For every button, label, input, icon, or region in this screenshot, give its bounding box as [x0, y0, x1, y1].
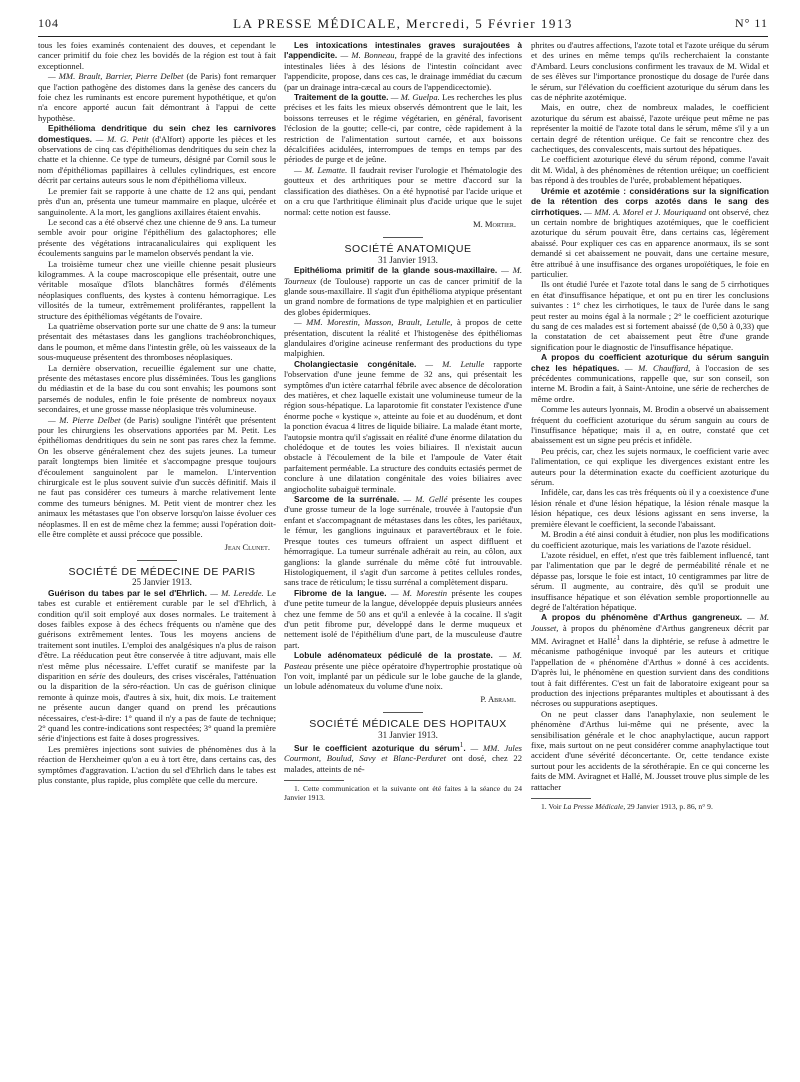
column-3	[531, 40, 769, 1078]
column-2	[284, 40, 522, 1078]
page-header	[38, 14, 768, 37]
signature: M. Mortier.	[472, 218, 516, 229]
article-paragraph: Epithélioma primitif de la glande sous-maxillaire. — M. Tourneux (de Toulouse) rapporte un cas de cancer primitif de la glande sous-maxillaire. Il s'agit d'un épithélioma atypique présentant un grand nombre de formations de type malpighien et en particulier des globes épidermiques.	[284, 265, 522, 317]
article-paragraph: Fibrome de la langue. — M. Morestin présente les coupes d'une petite tumeur de la langue, développée depuis plusieurs années chez une femme de 50 ans et qu'il a enlevée à la cocaïne. Il s'agit d'un petit fibrome pur, développé dans le derme muqueux et nettement isolé de l'épithélium d'une part, de la musculeuse d'autre part.	[284, 587, 522, 650]
paragraph: phrites ou d'autres affections, l'azote total et l'azote uréique du sérum et des urines en même temps qu'ils recherchaient la constante d'Ambard. Leurs conclusions confirment les travaux de M. Widal et de ses élèves sur l'importance pronostique du dosage de l'urée dans le sérum, sur l'élévation du coefficient azoturique du sérum dans les cas de néphrite azotémique.	[531, 40, 769, 103]
article-paragraph: Cholangiectasie congénitale. — M. Letulle rapporte l'observation d'une jeune femme de 32 ans, qui présentait les symptômes d'un ictère catarrhal fébrile avec absence de décoloration des matières, et chez laquelle existait une volumineuse tumeur de la région sous-hépatique. La laparotomie fit constater l'existence d'une énorme poche « kystique », atteinte au foie et au duodénum, et dont la ponction évacua 4 litres de liquide biliaire. La malade étant morte, l'autopsie montra qu'il s'agissait en réalité d'une énorme dilatation du cholédoque et de toutes les voies biliaires. Il n'existait aucun obstacle à l'écoulement de la bile et l'ampoule de Vater était parfaitement perméable. La structure des conduits ectasiés permet de conclure à une dilatation congénitale des voies biliaires avec angiocholite subaiguë terminale.	[284, 358, 522, 494]
session-date: 31 Janvier 1913.	[378, 729, 438, 740]
paragraph: Les premières injections sont suivies de phénomènes dus à la réaction de Herxheimer qu'on a eu à tort être, dans certains cas, des symptômes d'aggravation. L'action du sel d'Ehrlich dans le tabes est plus constante, plus rapide, plus complète que celle du mercure.	[38, 743, 276, 786]
issue-number: N° 11	[734, 16, 768, 30]
separator	[137, 560, 177, 561]
society-heading: SOCIÉTÉ DE MÉDECINE DE PARIS	[68, 565, 256, 578]
article-paragraph: Traitement de la goutte. — M. Guelpa. Les recherches les plus précises et les faits les mieux observés démontrent que le lait, les boissons terreuses et le régime végétarien, en général, favorisent l'éclosion de la goutte; celle-ci, par contre, cède rapidement à la restriction de l'alimentation surtout carnée, et aux boissons décalcifiées acidulées, interrompues de temps en temps par des périodes de purge et de jeûne.	[284, 92, 522, 165]
paragraph: Le second cas a été observé chez une chienne de 9 ans. La tumeur semble avoir pour origine l'épithélium des galactophores; elle présente des végétations intracanaliculaires qui expliquent les écoulements sanguins par le mamelon observés pendant la vie.	[38, 216, 276, 259]
journal-title: LA PRESSE MÉDICALE, Mercredi, 5 Février 1913	[233, 16, 573, 31]
article-paragraph: Guérison du tabes par le sel d'Ehrlich. — M. Leredde. Le tabes est curable et entièrement curable par le sel d'Ehrlich, à condition qu'il soit employé aux doses normales. Le traitement à doses faibles expose à des échecs fréquents ou n'amène que des guérisons extrêmement lentes. Tous les moyens anciens de traitement sont inutiles. L'emploi des analgésiques n'a plus de raison d'être. La rééducation peut être conservée à titre adjuvant, mais elle n'est même plus nécessaire. L'effet curatif se manifeste par la disparition en série des douleurs, des crises viscérales, l'atténuation ou la disparition de la séro-réaction. Un cas de guérison clinique remonte à quinze mois, d'autres à six, huit, dix mois. Le traitement ne présente aucun danger quand on prend les précautions nécessaires, c'est-à-dire: 1° quand il n'y a pas de faute de technique; 2° quand les contre-indications sont respectées; 3° quand la première série d'injections est faite à doses progressives.	[38, 587, 276, 744]
signature: Jean Clunet.	[224, 541, 270, 552]
article-paragraph: Sur le coefficient azoturique du sérum$^1$. — MM. Jules Courmont, Boulud, Savy et Blanc-Perduret ont dosé, chez 22 malades, atteints de né-	[284, 741, 522, 774]
footnote: 1. Voir La Presse Médicale, 29 Janvier 1913, p. 86, n° 9.	[541, 802, 713, 812]
article-paragraph: Lobule adénomateux pédiculé de la prostate. — M. Pasteau présente une pièce opératoire d'hypertrophie prostatique où l'on voit, implanté par un pédicule sur le lobe gauche de la glande, un lobule adénomateux du volume d'une noix.	[284, 650, 522, 692]
article-paragraph: Epithélioma dendritique du sein chez les carnivores domestiques. — M. G. Petit (d'Alfort) apporte les pièces et les observations de cinq cas d'épithéliomas dendritiques du sein chez la chatte et la chienne. Ce type de tumeurs, désigné par Cornil sous le nom d'épithéliomas papillaires à cellules cylindriques, est encore décrit par certains auteurs sous le nom d'épithélioma villeux.	[38, 123, 276, 186]
signature: P. Abrami.	[480, 693, 516, 704]
article-paragraph: Urémie et azotémie : considérations sur la signification de la rétention des corps azotés dans le sang des cirrhotiques. — MM. A. Morel et J. Mouriquand ont observé, chez un certain nombre de brightiques azotémiques, que le coefficient azoturique du sérum pouvait être, dans certains cas, légèrement abaissé. Pour expliquer ces cas en apparence anormaux, ils se sont demandé si cet abaissement ne pouvait, dans une certaine mesure, être attribué à une insuffisance des organes uropoïétiques, le foie en particulier.	[531, 185, 769, 279]
paragraph: Mais, en outre, chez de nombreux malades, le coefficient azoturique du sérum est abaissé, l'azote uréique peut même ne pas représenter la moitié de l'azote total dans le sérum, même s'il y a un certain degré de rétention uréique. Ce fait se rencontre chez des cachectiques, des convalescents, mais surtout des hépatiques.	[531, 102, 769, 155]
footnote-rule	[284, 780, 344, 781]
paragraph: — M. Pierre Delbet (de Paris) souligne l'intérêt que présentent pour les chirurgiens les observations apportées par M. Petit. Les épithéliomas dendritiques du sein ne sont pas rares chez la femme. On les observe généralement chez des sujets jeunes. La tumeur paraît longtemps bien limitée et s'accompagne presque toujours d'écoulement sanguinolent par le mamelon. L'intervention chirurgicale est le plus souvent suivie d'un succès définitif. Mais il ne faut pas considérer ces tumeurs à marche relativement lente comme des tumeurs bénignes. M. Petit vient de montrer chez les animaux les métastases que l'on observe lorsqu'on laisse évoluer ces néoplasmes. Il en est de même chez la femme; aussi l'opération doit-elle être complète et aussi précoce que possible.	[38, 414, 276, 540]
paragraph: M. Brodin a été ainsi conduit à étudier, non plus les modifications du coefficient azoturique, mais les variations de l'azote résiduel.	[531, 529, 769, 550]
paragraph: La quatrième observation porte sur une chatte de 9 ans: la tumeur présentait des métastases dans les ganglions trachéobronchiques, dans le poumon, et même dans l'intestin grêle, où les vaisseaux de la sous-muqueuse présentent des thromboses néoplasiques.	[38, 320, 276, 363]
paragraph: Le coefficient azoturique élevé du sérum répond, comme l'avait dit M. Widal, à des phénomènes de rétention uréique; un coefficient bas répond à des troubles de l'urée, probablement hépatiques.	[531, 154, 769, 186]
separator	[383, 237, 423, 238]
paragraph: Infidèle, car, dans les cas très fréquents où il y a coexistence d'une lésion rénale et d'une lésion hépatique, la lésion rénale masque la lésion hépatique, ces deux lésions agissant en sens inverse, la première élevant le coefficient, la seconde l'abaissant.	[531, 487, 769, 529]
session-date: 31 Janvier 1913.	[378, 254, 438, 265]
article-paragraph: A propos du phénomène d'Arthus gangreneux. — M. Jousset, à propos du phénomène d'Arthus gangreneux décrit par MM. Aviragnet et Hallé$^1$ dans la diphtérie, se refuse à admettre le mécanisme pathogénique invoqué par les auteurs et critique l'appellation de « phénomène d'Arthus » donné à ces accidents. D'après lui, le phénomène en question survient dans des conditions tout à fait différentes. C'est un fait de laboratoire exigeant pour sa production des injections préparantes multiples et aboutissant à des nécroses ou suppurations aseptiques.	[531, 612, 769, 709]
footnote-ref: 1	[459, 741, 464, 749]
footnote-rule	[531, 798, 591, 799]
paragraph: Le premier fait se rapporte à une chatte de 12 ans qui, pendant près d'un an, présenta une tumeur mammaire en plaque, ulcérée et sanguinolente. A la mort, les ganglions axillaires étaient envahis.	[38, 185, 276, 217]
paragraph: — M. Lematte. Il faudrait reviser l'urologie et l'hématologie des goutteux et des arthritiques pour se mettre d'accord sur la classification des diathèses. On a été hypnotisé par l'acide urique et on a cru que l'arthritique éliminait plus d'acide urique que le sujet normal: cette notion est fausse.	[284, 164, 522, 217]
paragraph: On ne peut classer dans l'anaphylaxie, non seulement le phénomène d'Arthus lui-même qui ne présente, avec la sensibilisation générale et le choc anaphylactique, aucun rapport fixe, mais surtout on ne peut considérer comme anaphylactique tout accident d'une sévérité déconcertante. Or, cette tendance existe surtout pour les accidents de la sérothérapie. En ce qui concerne les faits de MM. Aviragnet et Hallé, M. Jousset trouve plus simple de les rattacher	[531, 708, 769, 792]
paragraph: — MM. Morestin, Masson, Brault, Letulle, à propos de cette présentation, discutent la réalité et l'histogenèse des épithéliomas glandulaires d'origine acineuse renfermant des productions du type malpighien.	[284, 317, 522, 359]
separator	[383, 712, 423, 713]
article-paragraph: A propos du coefficient azoturique du sérum sanguin chez les hépatiques. — M. Chauffard, à l'occasion de ses précédentes communications, rappelle que, sur son conseil, son interne M. Brodin a fait, à Saint-Antoine, une série de recherches de même ordre.	[531, 352, 769, 404]
paragraph: La troisième tumeur chez une vieille chienne pesait plusieurs kilogrammes. A la coupe macroscopique elle présentait, outre une véritable mosaïque d'îlots blanchâtres formés d'éléments néoplasiques confluents, des kystes à contenu hémorragique. Les villosités de la tumeur, extrêmement proliférantes, rappellent la structure des épithéliomas végétants de l'ovaire.	[38, 258, 276, 321]
paragraph: La dernière observation, recueillie également sur une chatte, présente des métastases encore plus disséminées. Tous les ganglions du médiastin et de la base du cou sont envahis; les poumons sont parsemés de nodules, enfin le foie présente de nombreux noyaux secondaires, et une grosse masse néoplasique très volumineuse.	[38, 362, 276, 415]
paragraph: Comme les auteurs lyonnais, M. Brodin a observé un abaissement fréquent du coefficient azoturique du sérum sanguin au cours de l'insuffisance hépatique; mais il a, en outre, constaté que cet abaissement est un signe peu précis et infidèle.	[531, 404, 769, 446]
page-number: 104	[38, 16, 59, 30]
paragraph: — MM. Brault, Barrier, Pierre Delbet (de Paris) font remarquer que l'action pathogène des distomes dans la genèse des cancers du foie chez les ruminants est encore purement hypothétique, et qu'on n'a encore apporté aucun fait démontrant à l'appui de cette hypothèse.	[38, 71, 276, 123]
article-paragraph: Sarcome de la surrénale. — M. Gellé présente les coupes d'une grosse tumeur de la loge surrénale, trouvée à l'autopsie d'un enfant et s'accompagnant de métastases dans les côtes, les pariétaux, le fémur, les ganglions inguinaux et paravertébraux et le foie. Presque toutes ces tumeurs offraient un aspect diffluent et hémorragique. La tumeur surrénale adhérait au rein, au côlon, aux ganglions: la glande surrénale du même côté fut introuvable. Histologiquement, il s'agit d'un sarcome à petites cellules rondes, sans trace de réticulum; le tissu surrénal a complètement disparu.	[284, 494, 522, 588]
paragraph: Ils ont étudié l'urée et l'azote total dans le sang de 5 cirrhotiques en état d'insuffisance hépatique, et ont pu en tirer les conclusions suivantes : 1° chez les cirrhotiques, le taux de l'urée dans le sang peut rester au moins égal à la normale ; 2° le coefficient azoturique du sang de ces malades est si fortement abaissé (de 0,50 à 0,33) que la constatation de cet abaissement peut être d'une grande signification pour le diagnostic de l'insuffisance hépatique.	[531, 279, 769, 352]
paragraph: tous les foies examinés contenaient des douves, et cependant le cancer primitif du foie chez les bovidés de la région est tout à fait exceptionnel.	[38, 40, 276, 71]
paragraph: L'azote résiduel, en effet, n'est que très faiblement influencé, tant par l'alimentation que par le degré de perméabilité rénale et ne dépasse pas, lorsque le foie est intact, 10 centigrammes par litre de sérum. Il augmente, au contraire, dès qu'il se produit une insuffisance hépatique et son élévation semble proportionnelle au degré de l'altération hépatique.	[531, 549, 769, 612]
paragraph: Peu précis, car, chez les sujets normaux, le coefficient varie avec l'alimentation, ce qui explique les divergences existant entre les auteurs pour la détermination exacte du coefficient azoturique du sérum.	[531, 445, 769, 488]
column-1	[38, 40, 276, 1078]
session-date: 25 Janvier 1913.	[132, 577, 192, 588]
society-heading: SOCIÉTÉ MÉDICALE DES HOPITAUX	[309, 718, 507, 731]
footnote-ref: 1	[616, 634, 620, 643]
article-paragraph: Les intoxications intestinales graves surajoutées à l'appendicite. — M. Bonneau, frappé de la gravité des infections intestinales liées à des lésions de l'intestin coïncidant avec l'appendicite, propose, dans ces cas, le drainage immédiat du cæcum (par un drainage intra-cæcal au cours de l'appendicectomie).	[284, 40, 522, 92]
footnote: 1. Cette communication et la suivante ont été faites à la séance du 24 Janvier 1913.	[284, 784, 522, 803]
society-heading: SOCIÉTÉ ANATOMIQUE	[344, 243, 472, 256]
